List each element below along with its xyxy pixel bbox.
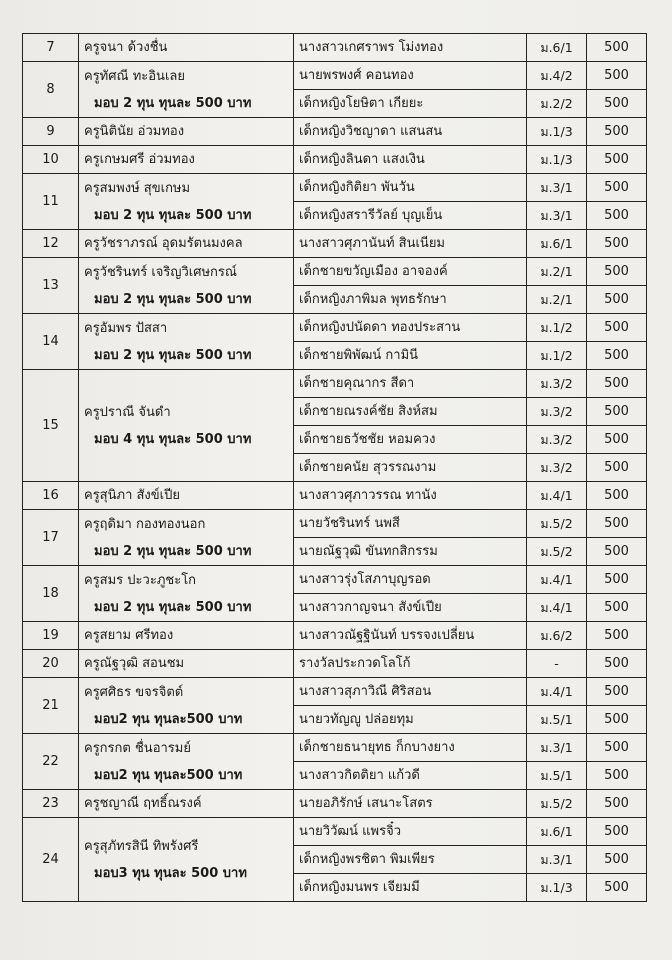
table-row	[23, 34, 647, 62]
entry-number: 24	[42, 852, 59, 867]
teacher-cell	[79, 566, 294, 622]
student-name: เด็กหญิงภาพิมล พุทธรักษา	[294, 286, 527, 314]
table-row	[23, 118, 647, 146]
student-class: ม.1/3	[527, 874, 587, 902]
teacher-name: ครูฤดิมา กองทองนอก	[84, 516, 206, 532]
student-class: ม.2/2	[527, 90, 587, 118]
entry-number: 23	[42, 796, 59, 811]
teacher-name: ครูอัมพร ปัสสา	[84, 320, 168, 336]
teacher-name: ครูสมพงษ์ สุขเกษม	[84, 180, 191, 196]
entry-number-cell	[23, 174, 79, 230]
student-name: เด็กหญิงลินดา แสงเงิน	[294, 146, 527, 174]
entry-number: 10	[42, 152, 59, 167]
teacher-cell	[79, 258, 294, 314]
entry-number: 14	[42, 334, 59, 349]
student-name: เด็กหญิงพรชิตา พิมเพียร	[294, 846, 527, 874]
scholarship-amount: 500	[587, 398, 647, 426]
teacher-name: ครูปราณี จันดำ	[84, 404, 171, 420]
entry-number-cell	[23, 650, 79, 678]
student-class: ม.5/2	[527, 790, 587, 818]
student-class: ม.4/1	[527, 594, 587, 622]
scholarship-amount: 500	[587, 510, 647, 538]
scholarship-amount: 500	[587, 118, 647, 146]
student-class: ม.1/3	[527, 146, 587, 174]
entry-number: 20	[42, 656, 59, 671]
table-row	[23, 482, 647, 510]
teacher-cell	[79, 482, 294, 510]
scholarship-amount: 500	[587, 146, 647, 174]
student-name: นางสาวณัฐฐินันท์ บรรจงเปลี่ยน	[294, 622, 527, 650]
student-name: เด็กหญิงกิติยา พันวัน	[294, 174, 527, 202]
scholarship-note: มอบ2 ทุน ทุนละ500 บาท	[94, 767, 243, 783]
teacher-name: ครูวัชรินทร์ เจริญวิเศษกรณ์	[84, 264, 237, 280]
scholarship-note: มอบ 2 ทุน ทุนละ 500 บาท	[94, 207, 252, 223]
scholarship-amount: 500	[587, 790, 647, 818]
scholarship-amount: 500	[587, 538, 647, 566]
scholarship-note: มอบ 2 ทุน ทุนละ 500 บาท	[94, 599, 252, 615]
student-name: นายวัชรินทร์ นพสี	[294, 510, 527, 538]
teacher-name: ครูวัชราภรณ์ อุดมรัตนมงคล	[84, 236, 243, 251]
scholarship-amount: 500	[587, 566, 647, 594]
teacher-name: ครูจนา ด้วงชื่น	[84, 40, 168, 55]
student-class: ม.4/1	[527, 482, 587, 510]
teacher-cell	[79, 230, 294, 258]
table-row	[23, 146, 647, 174]
table-row	[23, 622, 647, 650]
scholarship-amount: 500	[587, 706, 647, 734]
student-class: ม.2/1	[527, 258, 587, 286]
teacher-cell	[79, 62, 294, 118]
student-class: ม.2/1	[527, 286, 587, 314]
teacher-cell	[79, 734, 294, 790]
student-name: เด็กหญิงปนัดดา ทองประสาน	[294, 314, 527, 342]
scholarship-amount: 500	[587, 622, 647, 650]
entry-number: 11	[42, 194, 59, 209]
scholarship-note: มอบ 4 ทุน ทุนละ 500 บาท	[94, 431, 252, 447]
student-class: ม.1/2	[527, 314, 587, 342]
scholarship-amount: 500	[587, 482, 647, 510]
student-name: เด็กชายธวัชชัย หอมควง	[294, 426, 527, 454]
scholarship-amount: 500	[587, 314, 647, 342]
student-name: นายวิวัฒน์ แพรจิ๋ว	[294, 818, 527, 846]
scholarship-amount: 500	[587, 370, 647, 398]
student-name: นางสาวศุภาวรรณ ทานัง	[294, 482, 527, 510]
student-name: เด็กชายณรงค์ชัย สิงห์สม	[294, 398, 527, 426]
scholarship-amount: 500	[587, 230, 647, 258]
student-name: รางวัลประกวดโลโก้	[294, 650, 527, 678]
student-name: นายณัฐวุฒิ ขันทกสิกรรม	[294, 538, 527, 566]
entry-number-cell	[23, 566, 79, 622]
entry-number-cell	[23, 678, 79, 734]
table-row	[23, 314, 647, 342]
teacher-cell	[79, 650, 294, 678]
student-class: ม.3/1	[527, 734, 587, 762]
teacher-name: ครูชญาณี ฤทธิ์ณรงค์	[84, 796, 202, 811]
student-name: นางสาวศุภานันท์ สินเนียม	[294, 230, 527, 258]
student-class: ม.4/2	[527, 62, 587, 90]
teacher-cell	[79, 146, 294, 174]
table-row	[23, 818, 647, 846]
table-row	[23, 510, 647, 538]
entry-number-cell	[23, 62, 79, 118]
table-row	[23, 370, 647, 398]
teacher-cell	[79, 622, 294, 650]
student-name: นายอภิรักษ์ เสนาะโสตร	[294, 790, 527, 818]
scholarship-amount: 500	[587, 286, 647, 314]
student-class: ม.5/1	[527, 706, 587, 734]
scholarship-amount: 500	[587, 62, 647, 90]
student-class: ม.5/1	[527, 762, 587, 790]
entry-number: 17	[42, 530, 59, 545]
teacher-name: ครูนิตินัย อ่วมทอง	[84, 124, 185, 139]
student-name: เด็กชายคนัย สุวรรณงาม	[294, 454, 527, 482]
student-class: ม.1/2	[527, 342, 587, 370]
entry-number-cell	[23, 734, 79, 790]
teacher-cell	[79, 790, 294, 818]
student-name: นายวทัญญู ปล่อยทุม	[294, 706, 527, 734]
entry-number-cell	[23, 622, 79, 650]
student-name: นางสาวสุภาวิณี ศิริสอน	[294, 678, 527, 706]
student-class: ม.3/2	[527, 398, 587, 426]
teacher-cell	[79, 510, 294, 566]
student-name: เด็กชายพิพัฒน์ กามินี	[294, 342, 527, 370]
student-class: -	[527, 650, 587, 678]
student-name: นางสาวกิตติยา แก้วดี	[294, 762, 527, 790]
table-row	[23, 566, 647, 594]
student-class: ม.5/2	[527, 510, 587, 538]
student-class: ม.6/2	[527, 622, 587, 650]
student-class: ม.1/3	[527, 118, 587, 146]
scholarship-amount: 500	[587, 678, 647, 706]
scholarship-amount: 500	[587, 846, 647, 874]
scholarship-amount: 500	[587, 202, 647, 230]
entry-number: 7	[46, 40, 55, 55]
student-class: ม.6/1	[527, 34, 587, 62]
entry-number-cell	[23, 230, 79, 258]
scholarship-amount: 500	[587, 426, 647, 454]
student-class: ม.6/1	[527, 230, 587, 258]
scholarship-amount: 500	[587, 174, 647, 202]
teacher-cell	[79, 818, 294, 902]
student-class: ม.3/2	[527, 370, 587, 398]
student-class: ม.3/1	[527, 846, 587, 874]
table-row	[23, 258, 647, 286]
table-row	[23, 62, 647, 90]
teacher-name: ครูสุนิภา สังข์เปีย	[84, 488, 180, 503]
teacher-name: ครูสมร ปะวะภูชะโก	[84, 572, 197, 588]
student-class: ม.3/2	[527, 454, 587, 482]
entry-number-cell	[23, 258, 79, 314]
student-name: เด็กชายขวัญเมือง อาจองค์	[294, 258, 527, 286]
scholarship-amount: 500	[587, 818, 647, 846]
teacher-cell	[79, 174, 294, 230]
student-name: เด็กหญิงมนพร เจียมมี	[294, 874, 527, 902]
teacher-name: ครูกรกต ชื่นอารมย์	[84, 740, 191, 756]
entry-number-cell	[23, 118, 79, 146]
entry-number-cell	[23, 314, 79, 370]
entry-number: 9	[46, 124, 55, 139]
scholarship-note: มอบ 2 ทุน ทุนละ 500 บาท	[94, 95, 252, 111]
teacher-cell	[79, 678, 294, 734]
teacher-name: ครูสยาม ศรีทอง	[84, 628, 174, 643]
entry-number: 12	[42, 236, 59, 251]
entry-number: 22	[42, 754, 59, 769]
student-name: นางสาวรุ่งโสภาบุญรอด	[294, 566, 527, 594]
scholarship-amount: 500	[587, 342, 647, 370]
entry-number: 8	[46, 82, 55, 97]
scholarship-amount: 500	[587, 454, 647, 482]
scholarship-note: มอบ3 ทุน ทุนละ 500 บาท	[94, 865, 247, 881]
scholarship-table-body	[23, 34, 647, 902]
entry-number-cell	[23, 482, 79, 510]
scholarship-amount: 500	[587, 734, 647, 762]
teacher-name: ครูเกษมศรี อ่วมทอง	[84, 152, 195, 167]
student-name: เด็กหญิงโยษิตา เกียยะ	[294, 90, 527, 118]
student-class: ม.6/1	[527, 818, 587, 846]
student-class: ม.4/1	[527, 678, 587, 706]
teacher-name: ครูณัฐวุฒิ สอนชม	[84, 656, 185, 671]
student-class: ม.3/1	[527, 174, 587, 202]
student-name: เด็กหญิงวิชญาดา แสนสน	[294, 118, 527, 146]
table-row	[23, 790, 647, 818]
scholarship-amount: 500	[587, 874, 647, 902]
teacher-cell	[79, 370, 294, 482]
scholarship-table	[22, 33, 647, 902]
teacher-cell	[79, 314, 294, 370]
table-row	[23, 734, 647, 762]
student-class: ม.4/1	[527, 566, 587, 594]
scholarship-amount: 500	[587, 594, 647, 622]
table-row	[23, 678, 647, 706]
student-class: ม.5/2	[527, 538, 587, 566]
entry-number-cell	[23, 370, 79, 482]
student-name: นายพรพงศ์ คอนทอง	[294, 62, 527, 90]
scholarship-amount: 500	[587, 650, 647, 678]
student-name: เด็กชายคุณากร สีดา	[294, 370, 527, 398]
entry-number-cell	[23, 34, 79, 62]
entry-number-cell	[23, 818, 79, 902]
student-class: ม.3/1	[527, 202, 587, 230]
table-row	[23, 174, 647, 202]
teacher-name: ครูทัศณี ทะอินเลย	[84, 68, 185, 84]
scholarship-note: มอบ 2 ทุน ทุนละ 500 บาท	[94, 291, 252, 307]
entry-number: 18	[42, 586, 59, 601]
scholarship-amount: 500	[587, 258, 647, 286]
student-name: เด็กหญิงสรารีวัลย์ บุญเย็น	[294, 202, 527, 230]
teacher-name: ครูศศิธร ขจรจิตต์	[84, 684, 184, 700]
entry-number-cell	[23, 510, 79, 566]
scholarship-note: มอบ 2 ทุน ทุนละ 500 บาท	[94, 543, 252, 559]
scholarship-note: มอบ 2 ทุน ทุนละ 500 บาท	[94, 347, 252, 363]
entry-number: 15	[42, 418, 59, 433]
scholarship-amount: 500	[587, 34, 647, 62]
teacher-cell	[79, 118, 294, 146]
entry-number-cell	[23, 146, 79, 174]
student-name: นางสาวกาญจนา สังข์เปีย	[294, 594, 527, 622]
student-class: ม.3/2	[527, 426, 587, 454]
entry-number-cell	[23, 790, 79, 818]
table-row	[23, 650, 647, 678]
entry-number: 21	[42, 698, 59, 713]
student-name: นางสาวเกศราพร โม่งทอง	[294, 34, 527, 62]
entry-number: 19	[42, 628, 59, 643]
teacher-cell	[79, 34, 294, 62]
table-row	[23, 230, 647, 258]
entry-number: 13	[42, 278, 59, 293]
student-name: เด็กชายธนายุทธ ก็กบางยาง	[294, 734, 527, 762]
scholarship-note: มอบ2 ทุน ทุนละ500 บาท	[94, 711, 243, 727]
scholarship-amount: 500	[587, 762, 647, 790]
teacher-name: ครูสุภัทรสินี ทิพรังศรี	[84, 838, 199, 854]
entry-number: 16	[42, 488, 59, 503]
scholarship-amount: 500	[587, 90, 647, 118]
